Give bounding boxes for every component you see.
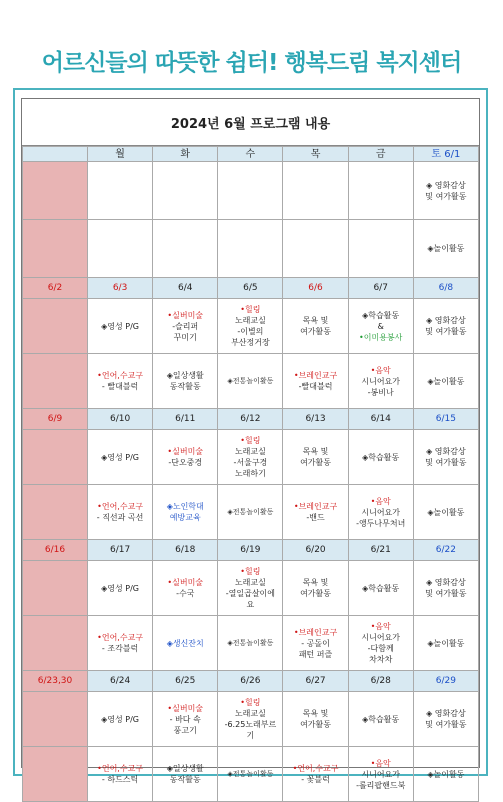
week1-date-row: 6/2 6/3 6/4 6/5 6/6 6/7 6/8 bbox=[23, 278, 479, 299]
day-tue: 화 bbox=[153, 147, 218, 162]
cell-w0-sat-r1: ◈ 영화감상 및 여가활동 bbox=[413, 162, 478, 220]
corner-cell bbox=[23, 147, 88, 162]
page-banner-title: 어르신들의 따뜻한 쉼터! 행복드림 복지센터 bbox=[41, 50, 462, 76]
week4-row2: •언어,수교구 - 하드스틱 ◈일상생활 동작활동 ◈전통놀이활동 •언어,수교구 - 꽃블럭 •음악 시니어요가 -롤리팝핸드북 ◈놀이활동 bbox=[23, 747, 479, 802]
week1-row1: ◈영성 P/G •실버미술 -슬리퍼 꾸미기 •힐링 노래교실 -이별의 부산정거장 목욕 및 여가활동 ◈학습활동 & •이미용봉사 ◈ 영화감상 및 여가활동 bbox=[23, 299, 479, 354]
day-wed: 수 bbox=[218, 147, 283, 162]
week0-row1 bbox=[23, 162, 479, 220]
week2-row2: •언어,수교구 - 직선과 곡선 ◈노인학대 예방교육 ◈전통놀이활동 •브레인교구 -밴드 •음악 시니어요가 -앵두나무처녀 ◈놀이활동 bbox=[23, 485, 479, 540]
day-mon: 월 bbox=[88, 147, 153, 162]
week4-row1: ◈영성 P/G •실버미술 - 바다 속 풍고기 •힐링 노래교실 -6.25노래부르 기 목욕 및 여가활동 ◈학습활동 ◈ 영화감상 및 여가활동 bbox=[23, 692, 479, 747]
schedule-title: 2024년 6월 프로그램 내용 bbox=[22, 99, 479, 146]
week3-date-row: 6/16 6/17 6/18 6/19 6/20 6/21 6/22 bbox=[23, 540, 479, 561]
day-fri: 금 bbox=[348, 147, 413, 162]
schedule-table bbox=[21, 98, 480, 790]
week2-date-row: 6/9 6/10 6/11 6/12 6/13 6/14 6/15 bbox=[23, 409, 479, 430]
week0-row2 bbox=[23, 220, 479, 278]
weekday-header-row bbox=[23, 147, 479, 162]
day-sat: 토 6/1 bbox=[413, 147, 478, 162]
week2-row1: ◈영성 P/G •실버미술 -단오중경 •힐링 노래교실 -서울구경 노래하기 목욕 및 여가활동 ◈학습활동 ◈ 영화감상 및 여가활동 bbox=[23, 430, 479, 485]
cell-w0-sat-r2: ◈놀이활동 bbox=[413, 220, 478, 278]
week4-date-row: 6/23,30 6/24 6/25 6/26 6/27 6/28 6/29 bbox=[23, 671, 479, 692]
schedule-frame bbox=[13, 88, 488, 790]
day-thu: 목 bbox=[283, 147, 348, 162]
week1-row2: •언어,수교구 - 빨대블럭 ◈일상생활 동작활동 ◈전통놀이활동 •브레인교구 -빨대블럭 •음악 시니어요가 -봉비나 ◈놀이활동 bbox=[23, 354, 479, 409]
week3-row2: •언어,수교구 - 조각블럭 ◈생신잔치 ◈전통놀이활동 •브레인교구 - 공돌이 패턴 퍼즐 •음악 시니어요가 -다함께 차차차 ◈놀이활동 bbox=[23, 616, 479, 671]
schedule-grid bbox=[22, 146, 479, 802]
week3-row1: ◈영성 P/G •실버미술 -수국 •힐링 노래교실 -열일곱살이에 요 목욕 및 여가활동 ◈학습활동 ◈ 영화감상 및 여가활동 bbox=[23, 561, 479, 616]
